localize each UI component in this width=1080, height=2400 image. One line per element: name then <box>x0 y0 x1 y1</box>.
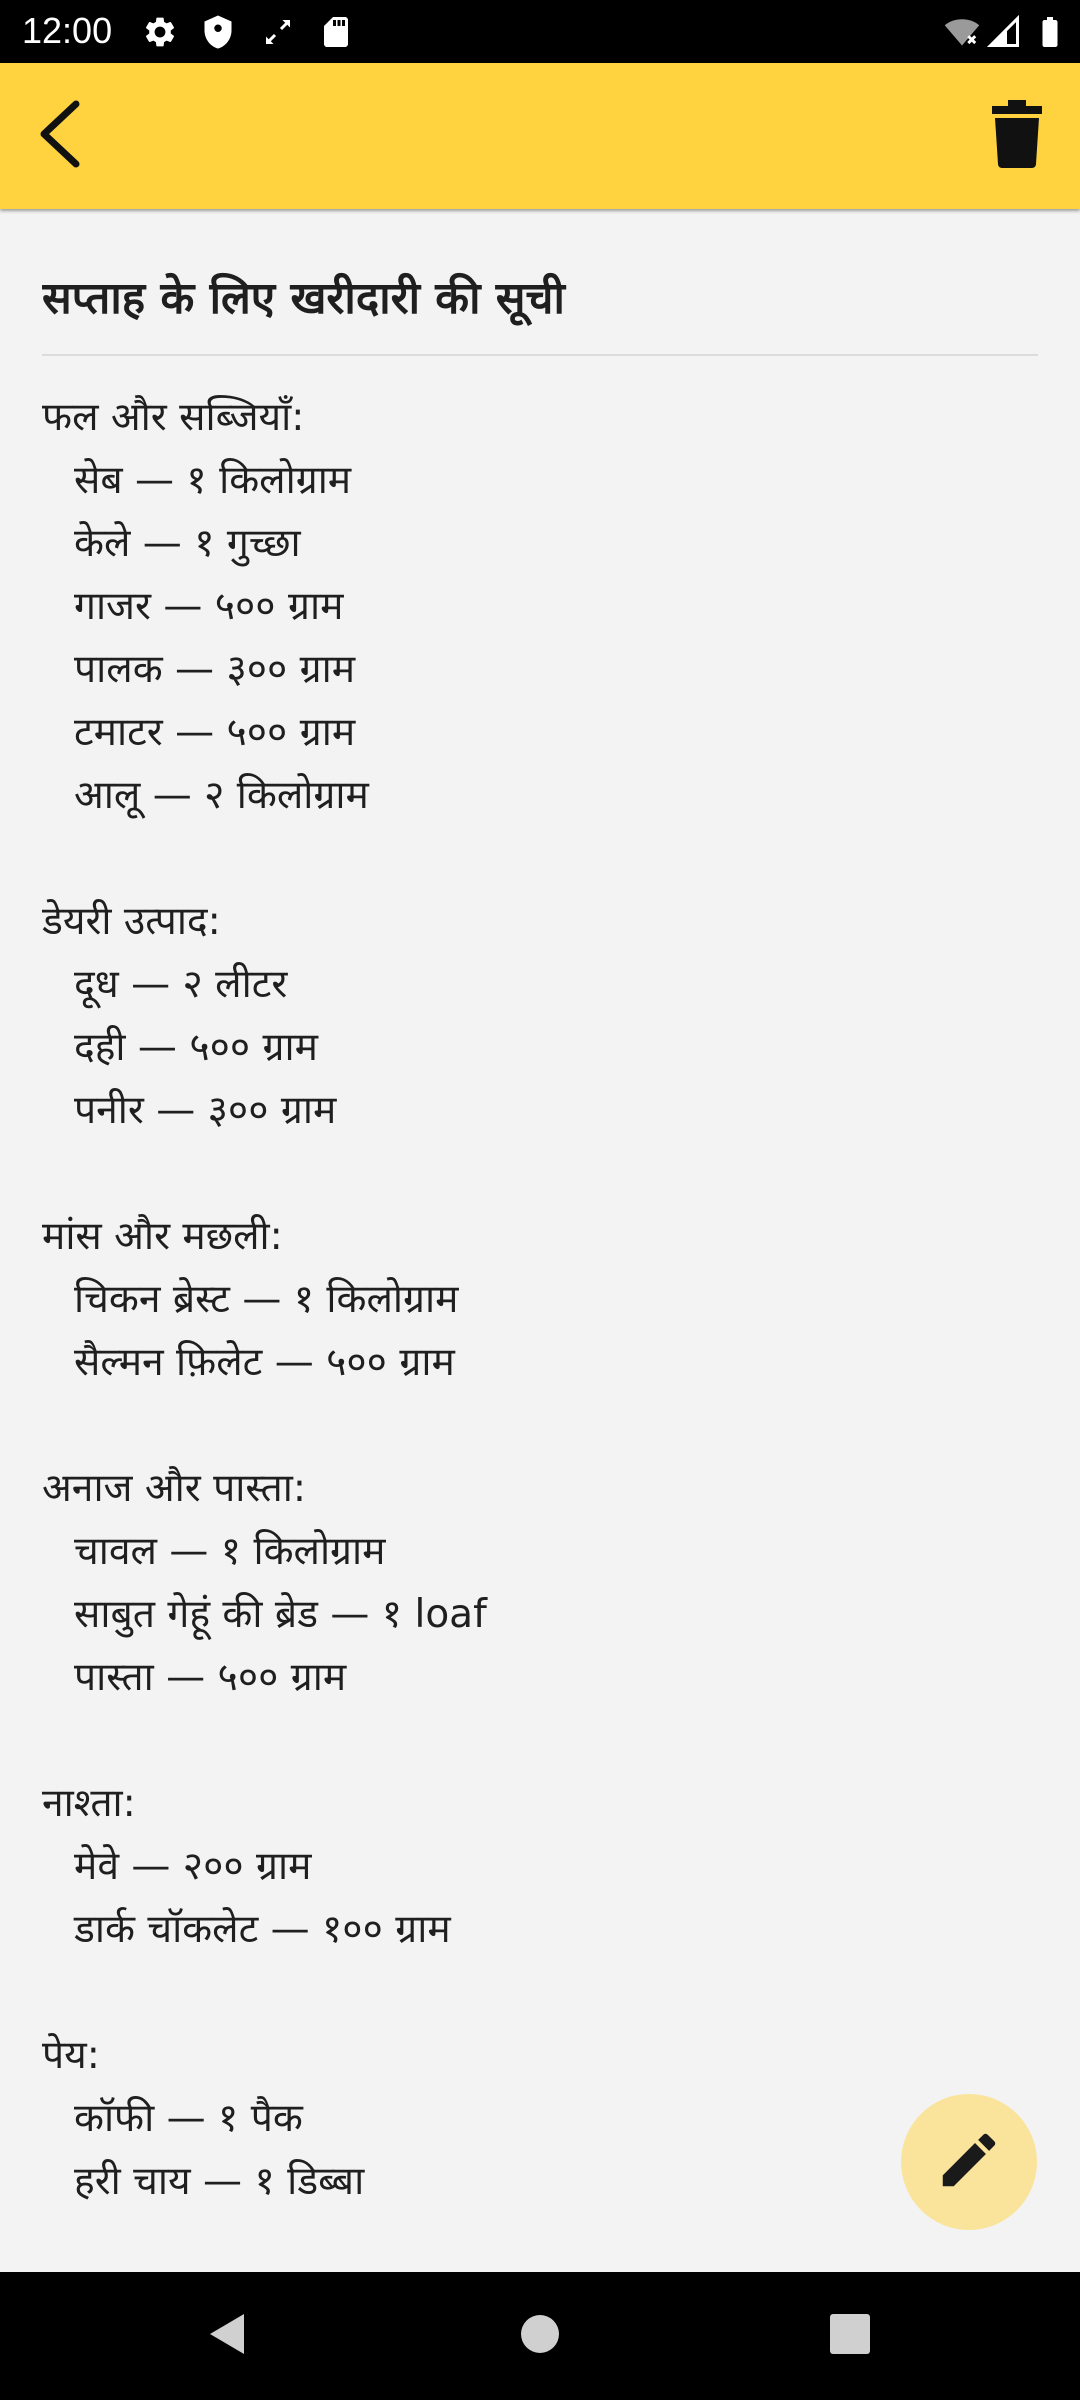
note-section <box>42 386 1038 827</box>
app-bar <box>0 63 1080 209</box>
status-time: 12:00 <box>22 10 113 51</box>
nav-recents-button[interactable] <box>810 2296 890 2376</box>
delete-button[interactable] <box>967 86 1067 186</box>
back-button[interactable] <box>12 86 112 186</box>
list-item: दूध — २ लीटर <box>74 962 288 1007</box>
nav-home-icon <box>520 2314 560 2358</box>
section-heading: डेयरी उत्पाद: <box>42 899 221 944</box>
note-body <box>42 386 1038 2213</box>
list-item: केले — १ गुच्छा <box>74 521 301 566</box>
list-item: चिकन ब्रेस्ट — १ किलोग्राम <box>74 1277 459 1322</box>
list-item: हरी चाय — १ डिब्बा <box>74 2159 365 2204</box>
pencil-icon <box>934 2125 1004 2199</box>
title-divider <box>42 354 1038 356</box>
list-item: सैल्मन फ़िलेट — ५०० ग्राम <box>74 1340 455 1385</box>
note-section <box>42 1205 1038 1394</box>
section-heading: मांस और मछली: <box>42 1214 283 1259</box>
nav-home-button[interactable] <box>500 2296 580 2376</box>
nav-recents-icon <box>830 2314 870 2358</box>
list-item: साबुत गेहूं की ब्रेड — १ loaf <box>74 1592 487 1637</box>
sync-icon <box>260 14 296 50</box>
list-item: डार्क चॉकलेट — १०० ग्राम <box>74 1907 451 1952</box>
section-heading: फल और सब्जियाँ: <box>42 395 305 440</box>
note-section <box>42 890 1038 1142</box>
signal-icon <box>986 14 1022 50</box>
nav-back-icon <box>204 2310 248 2362</box>
status-bar <box>0 0 1080 63</box>
list-item: गाजर — ५०० ग्राम <box>74 584 344 629</box>
sd-card-icon <box>318 14 354 50</box>
navigation-bar <box>0 2272 1080 2400</box>
note-title: सप्ताह के लिए खरीदारी की सूची <box>42 273 565 324</box>
edit-button[interactable] <box>901 2094 1037 2230</box>
wifi-icon <box>944 14 980 50</box>
note-content[interactable] <box>42 209 1038 2272</box>
list-item: पास्ता — ५०० ग्राम <box>74 1655 347 1700</box>
note-section <box>42 1457 1038 1709</box>
list-item: पनीर — ३०० ग्राम <box>74 1088 337 1133</box>
section-heading: अनाज और पास्ता: <box>42 1466 307 1511</box>
battery-icon <box>1032 14 1068 50</box>
list-item: पालक — ३०० ग्राम <box>74 647 356 692</box>
list-item: आलू — २ किलोग्राम <box>74 773 369 818</box>
section-heading: नाश्ता: <box>42 1781 136 1826</box>
note-section <box>42 2024 1038 2213</box>
gear-icon <box>142 14 178 50</box>
section-heading: पेय: <box>42 2033 100 2078</box>
list-item: मेवे — २०० ग्राम <box>74 1844 312 1889</box>
back-arrow-icon <box>34 98 90 174</box>
list-item: कॉफी — १ पैक <box>74 2096 303 2141</box>
nav-back-button[interactable] <box>186 2296 266 2376</box>
shield-icon <box>200 14 236 50</box>
trash-icon <box>992 100 1042 172</box>
list-item: टमाटर — ५०० ग्राम <box>74 710 356 755</box>
list-item: सेब — १ किलोग्राम <box>74 458 352 503</box>
note-section <box>42 1772 1038 1961</box>
list-item: चावल — १ किलोग्राम <box>74 1529 386 1574</box>
list-item: दही — ५०० ग्राम <box>74 1025 318 1070</box>
